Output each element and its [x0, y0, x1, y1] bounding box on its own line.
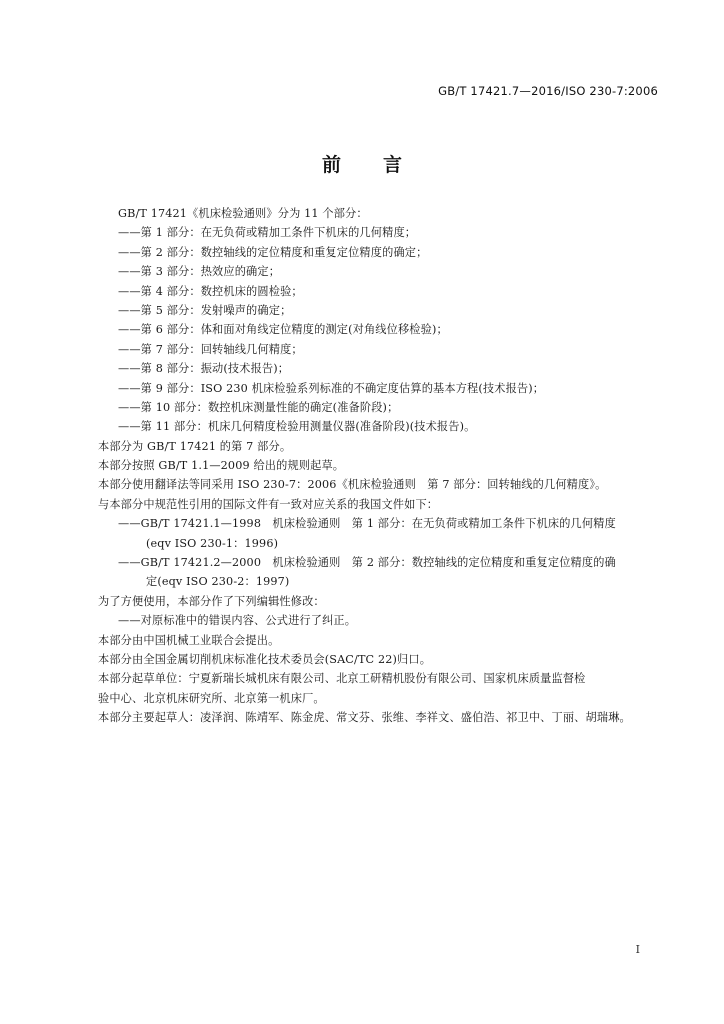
part-item-11: ——第 11 部分：机床几何精度检验用测量仪器(准备阶段)(技术报告)。: [118, 420, 476, 434]
editorial-item-1: ——对原标准中的错误内容、公式进行了纠正。: [118, 614, 357, 628]
standard-number: GB/T 17421.7—2016/ISO 230-7:2006: [438, 84, 658, 98]
part-item-5: ——第 5 部分：发射噪声的确定；: [118, 303, 292, 317]
paragraph-part-statement: 本部分为 GB/T 17421 的第 7 部分。: [98, 439, 292, 453]
part-item-9: ——第 9 部分：ISO 230 机床检验系列标准的不确定度估算的基本方程(技术报告)；: [118, 381, 545, 395]
paragraph-editorial-intro: 为了方便使用，本部分作了下列编辑性修改：: [98, 594, 325, 608]
paragraph-references-intro: 与本部分中规范性引用的国际文件有一致对应关系的我国文件如下：: [98, 497, 439, 511]
part-item-4: ——第 4 部分：数控机床的圆检验；: [118, 284, 303, 298]
paragraph-intro: GB/T 17421《机床检验通则》分为 11 个部分：: [118, 207, 368, 220]
paragraph-proposed-by: 本部分由中国机械工业联合会提出。: [98, 633, 280, 647]
paragraph-drafters: 本部分主要起草人：凌泽润、陈靖军、陈金虎、常文芬、张维、李祥文、盛伯浩、祁卫中、丁丽、胡瑞琳。: [98, 711, 631, 725]
reference-item-1-continued: (eqv ISO 230-1：1996): [146, 536, 279, 550]
page-title: 前言: [321, 154, 444, 176]
part-item-6: ——第 6 部分：体和面对角线定位精度的测定(对角线位移检验)；: [118, 323, 448, 337]
paragraph-drafting-units: 本部分起草单位：宁夏新瑞长城机床有限公司、北京工研精机股份有限公司、国家机床质量监督检: [98, 672, 586, 686]
paragraph-drafting-units-continued: 验中心、北京机床研究所、北京第一机床厂。: [98, 691, 325, 705]
part-item-2: ——第 2 部分：数控轴线的定位精度和重复定位精度的确定；: [118, 245, 428, 259]
foreword-body: [98, 204, 666, 728]
paragraph-adoption: 本部分使用翻译法等同采用 ISO 230-7：2006《机床检验通则 第 7 部分：回转轴线的几何精度》。: [98, 478, 607, 492]
page-number: I: [635, 943, 640, 956]
part-item-3: ——第 3 部分：热效应的确定；: [118, 265, 281, 279]
part-item-8: ——第 8 部分：振动(技术报告)；: [118, 362, 290, 376]
part-item-10: ——第 10 部分：数控机床测量性能的确定(准备阶段)；: [118, 400, 399, 414]
reference-item-2: ——GB/T 17421.2—2000 机床检验通则 第 2 部分：数控轴线的定位精度和重复定位精度的确: [118, 556, 616, 570]
part-item-7: ——第 7 部分：回转轴线几何精度；: [118, 342, 303, 356]
reference-item-1: ——GB/T 17421.1—1998 机床检验通则 第 1 部分：在无负荷或精加工条件下机床的几何精度: [118, 517, 616, 531]
reference-item-2-continued: 定(eqv ISO 230-2：1997): [146, 575, 290, 589]
paragraph-centralized-by: 本部分由全国金属切削机床标准化技术委员会(SAC/TC 22)归口。: [98, 652, 432, 666]
part-item-1: ——第 1 部分：在无负荷或精加工条件下机床的几何精度；: [118, 226, 417, 240]
paragraph-drafting-rules: 本部分按照 GB/T 1.1—2009 给出的规则起草。: [98, 459, 345, 473]
